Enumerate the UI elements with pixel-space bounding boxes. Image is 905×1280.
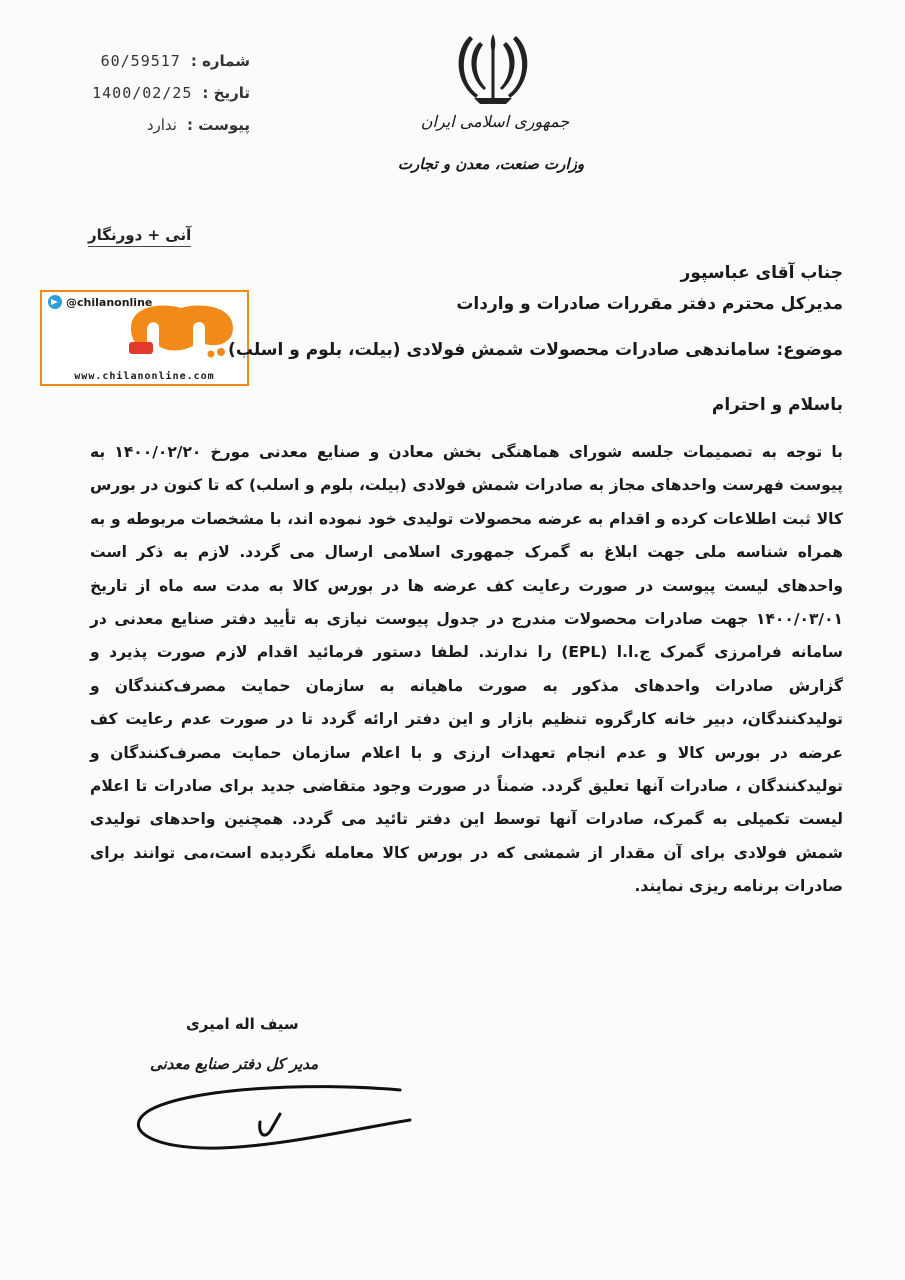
number-label: شماره : bbox=[190, 52, 250, 70]
number-row bbox=[60, 52, 250, 70]
letter-subject: موضوع: ساماندهی صادرات محصولات شمش فولادی (بیلت، بلوم و اسلب) bbox=[228, 340, 843, 360]
letter-meta bbox=[60, 52, 250, 148]
urgent-fax-note: آنی + دورنگار bbox=[88, 226, 191, 247]
attachment-row bbox=[60, 116, 250, 134]
signer-title: مدیر کل دفتر صنایع معدنی bbox=[150, 1055, 319, 1073]
letter-body: با توجه به تصمیمات جلسه شورای هماهنگی بخش معادن و صنایع معدنی مورخ ۱۴۰۰/۰۲/۲۰ به پیوست فهرست واحدهای مجاز به صادرات شمش فولادی (بیلت، بلوم و اسلب) که تا کنون در بورس کالا ثبت اطلاعات کرده و اقدام به عرضه محصولات تولیدی خود نموده اند، با مشخصات مربوطه و به همراه شناسه ملی جهت ابلاغ به گمرک جمهوری اسلامی ارسال می گردد. لازم به ذکر است واحدهای لیست پیوست در صورت رعایت کف عرضه ها در بورس کالا به مدت سه ماه از تاریخ ۱۴۰۰/۰۳/۰۱ جهت صادرات محصولات مندرج در جدول پیوست نیازی به تأیید دفتر صنایع معدنی در سامانه فرامرزی گمرک ج.ا.ا (EPL) را ندارند. لطفا دستور فرمائید اقدام لازم صورت پذیرد و گزارش صادرات واحدهای مذکور به صورت ماهیانه به سازمان حمایت مصرف‌کنندگان و تولیدکنندگان، دبیر خانه کارگروه تنظیم بازار و این دفتر ارائه گردد تا در صورت عدم رعایت کف عرضه در بورس کالا و عدم انجام تعهدات ارزی و با اعلام سازمان حمایت مصرف‌کنندگان و تولیدکنندگان ، صادرات آنها تعلیق گردد. ضمناً در صورت وجود متقاضی جدید برای صادرات تا اعلام لیست تکمیلی به گمرک، صادرات آنها توسط این دفتر تائید می گردد. همچنین واحدهای تولیدی شمش فولادی برای آن مقدار از شمشی که در بورس کالا معامله نگردیده است،می توانند برای صادرات برنامه ریزی نمایند. bbox=[90, 443, 843, 896]
attachment-value: ندارد bbox=[146, 116, 177, 134]
number-value: 60/59517 bbox=[100, 52, 181, 70]
attachment-label: پیوست : bbox=[186, 116, 250, 134]
addressee-title: مدیرکل محترم دفتر مقررات صادرات و واردات bbox=[456, 294, 843, 314]
signer-name: سیف اله امیری bbox=[186, 1015, 299, 1033]
iran-emblem-icon bbox=[450, 28, 536, 110]
addressee-name: جناب آقای عباسپور bbox=[680, 263, 843, 283]
telegram-icon bbox=[48, 295, 62, 309]
date-label: تاریخ : bbox=[202, 84, 250, 102]
date-value: 1400/02/25 bbox=[92, 84, 193, 102]
watermark-url: www.chilanonline.com bbox=[74, 371, 215, 382]
date-row bbox=[60, 84, 250, 102]
ministry-caption: وزارت صنعت، معدن و تجارت bbox=[397, 155, 585, 173]
republic-caption: جمهوری اسلامی ایران bbox=[420, 112, 570, 131]
handwritten-signature bbox=[110, 1070, 430, 1160]
greeting: باسلام و احترام bbox=[711, 395, 843, 415]
handle-text: @chilanonline bbox=[66, 295, 153, 309]
